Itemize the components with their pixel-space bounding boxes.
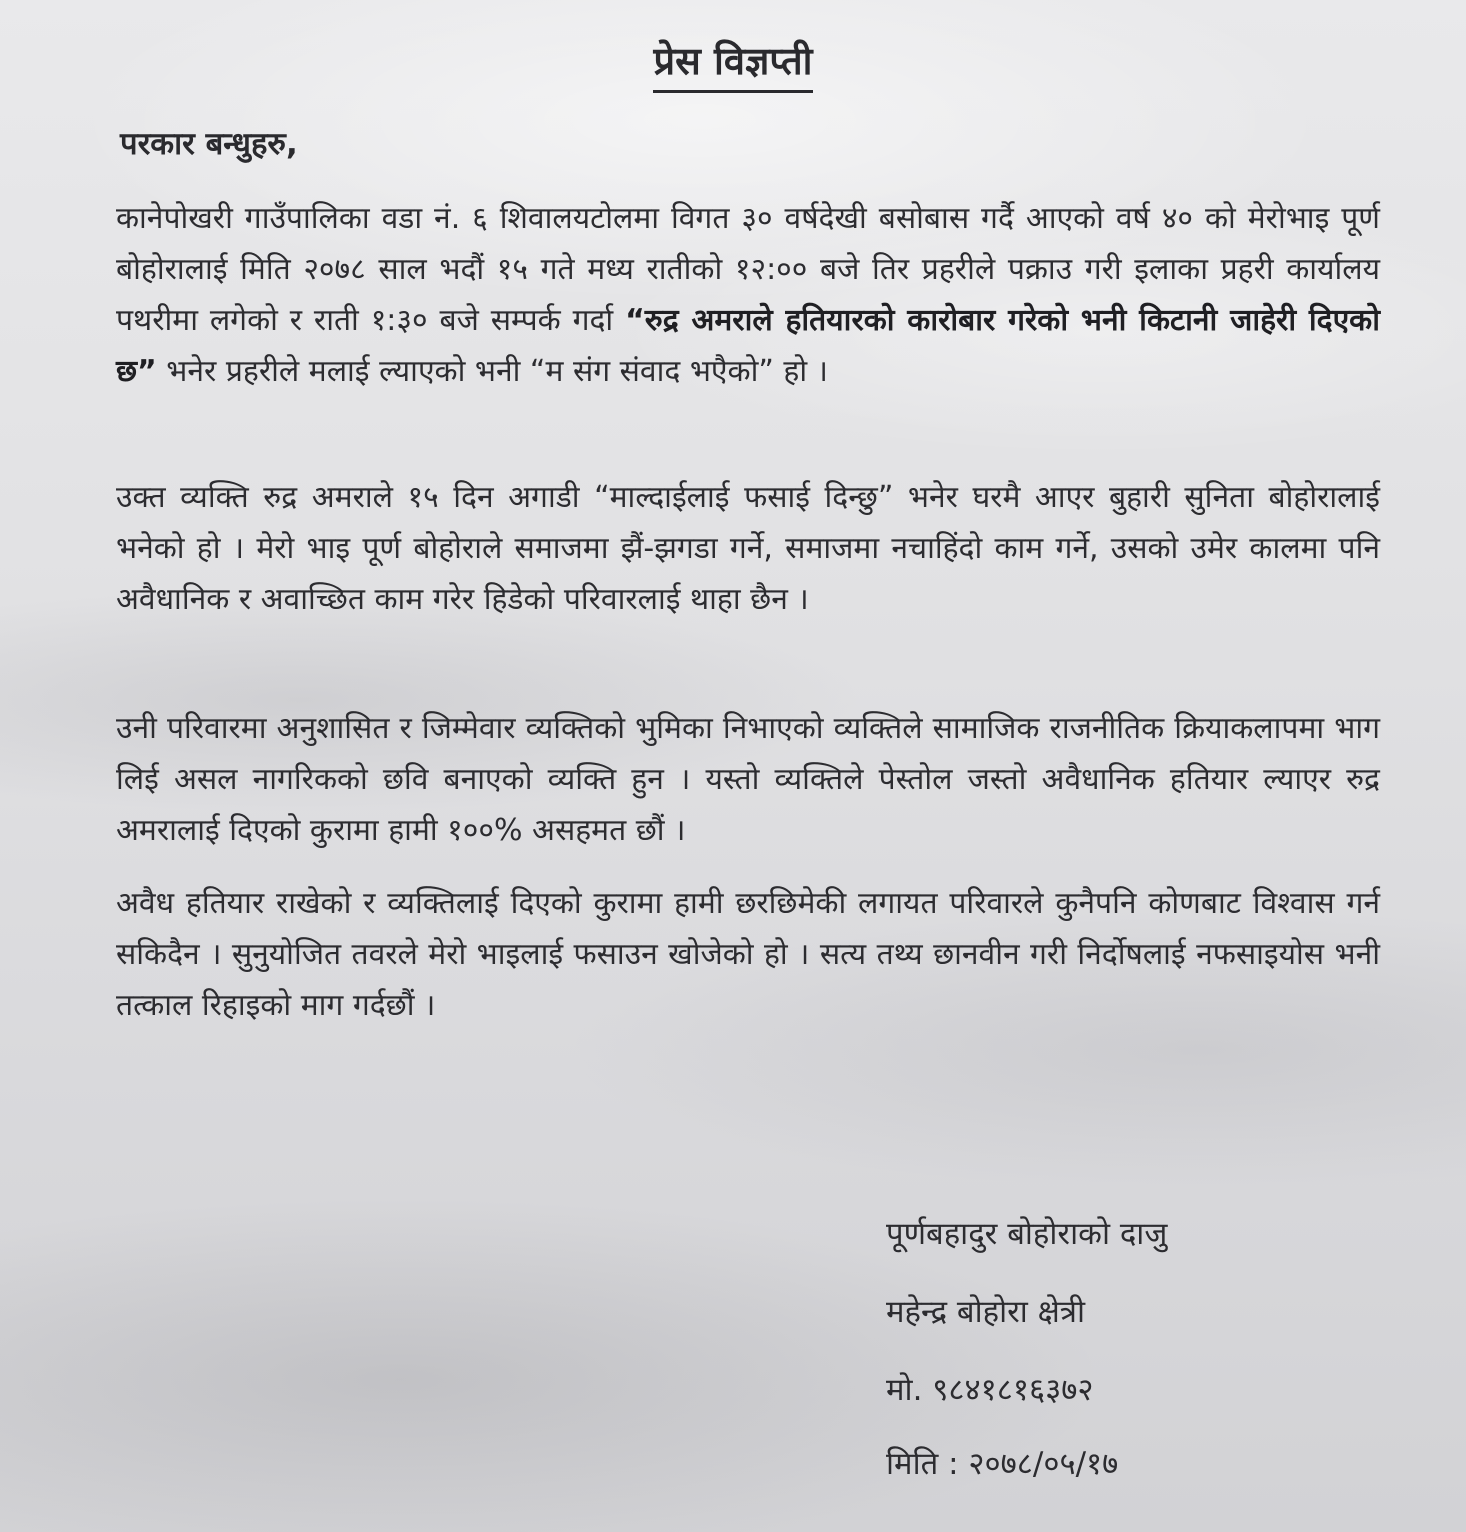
- paragraph-1-text-a: कानेपोखरी गाउँपालिका वडा नं. ६ शिवालयटोलमा विगत ३० वर्षदेखी बसोबास गर्दै आएको वर्ष ४० को मेरोभाइ पूर्ण बोहोरालाई मिति २०७८ साल भदौं १५ गते मध्य रातीको १२:०० बजे तिर प्रहरीले पक्राउ गरी इलाका प्रहरी कार्यालय पथरीमा लगेको र राती १:३० बजे सम्पर्क गर्दा: [116, 201, 1380, 338]
- signature-relation: पूर्णबहादुर बोहोराको दाजु: [886, 1216, 1168, 1252]
- paragraph-2: उक्त व्यक्ति रुद्र अमराले १५ दिन अगाडी “माल्दाईलाई फसाई दिन्छु” भनेर घरमै आएर बुहारी सुनिता बोहोरालाई भनेको हो । मेरो भाइ पूर्ण बोहोराले समाजमा झैं-झगडा गर्ने, समाजमा नचाहिंदो काम गर्ने, उसको उमेर कालमा पनि अवैधानिक र अवाच्छित काम गरेर हिडेको परिवारलाई थाहा छैन ।: [116, 480, 1380, 617]
- paragraph-1-text-b: भनेर प्रहरीले मलाई ल्याएको भनी “म संग संवाद भएैको” हो ।: [156, 354, 829, 389]
- salutation: परकार बन्धुहरु,: [120, 126, 298, 162]
- paragraph-3: उनी परिवारमा अनुशासित र जिम्मेवार व्यक्तिको भुमिका निभाएको व्यक्तिले सामाजिक राजनीतिक क्रियाकलापमा भाग लिई असल नागरिकको छवि बनाएको व्यक्ति हुन । यस्तो व्यक्तिले पेस्तोल जस्तो अवैधानिक हतियार ल्याएर रुद्र अमरालाई दिएको कुरामा हामी १००% असहमत छौं ।: [116, 711, 1380, 848]
- paragraph-4: अवैध हतियार राखेको र व्यक्तिलाई दिएको कुरामा हामी छरछिमेकी लगायत परिवारले कुनैपनि कोणबाट विश्वास गर्न सकिदैन । सुनुयोजित तवरले मेरो भाइलाई फसाउन खोजेको हो । सत्य तथ्य छानवीन गरी निर्दोषलाई नफसाइयोस भनी तत्काल रिहाइको माग गर्दछौं ।: [116, 886, 1380, 1023]
- signature-phone: मो. ९८४१८१६३७२: [886, 1372, 1094, 1408]
- signature-name: महेन्द्र बोहोरा क्षेत्री: [886, 1294, 1086, 1330]
- title-block: [0, 34, 1466, 93]
- paragraph-1-quote: “रुद्र अमराले हतियारको कारोबार गरेको भनी किटानी जाहेरी दिएको छ”: [116, 303, 1380, 389]
- page-title: प्रेस विज्ञप्ती: [653, 34, 812, 93]
- paragraph-1: [116, 193, 1380, 397]
- signature-date: मिति : २०७८/०५/१७: [886, 1446, 1119, 1482]
